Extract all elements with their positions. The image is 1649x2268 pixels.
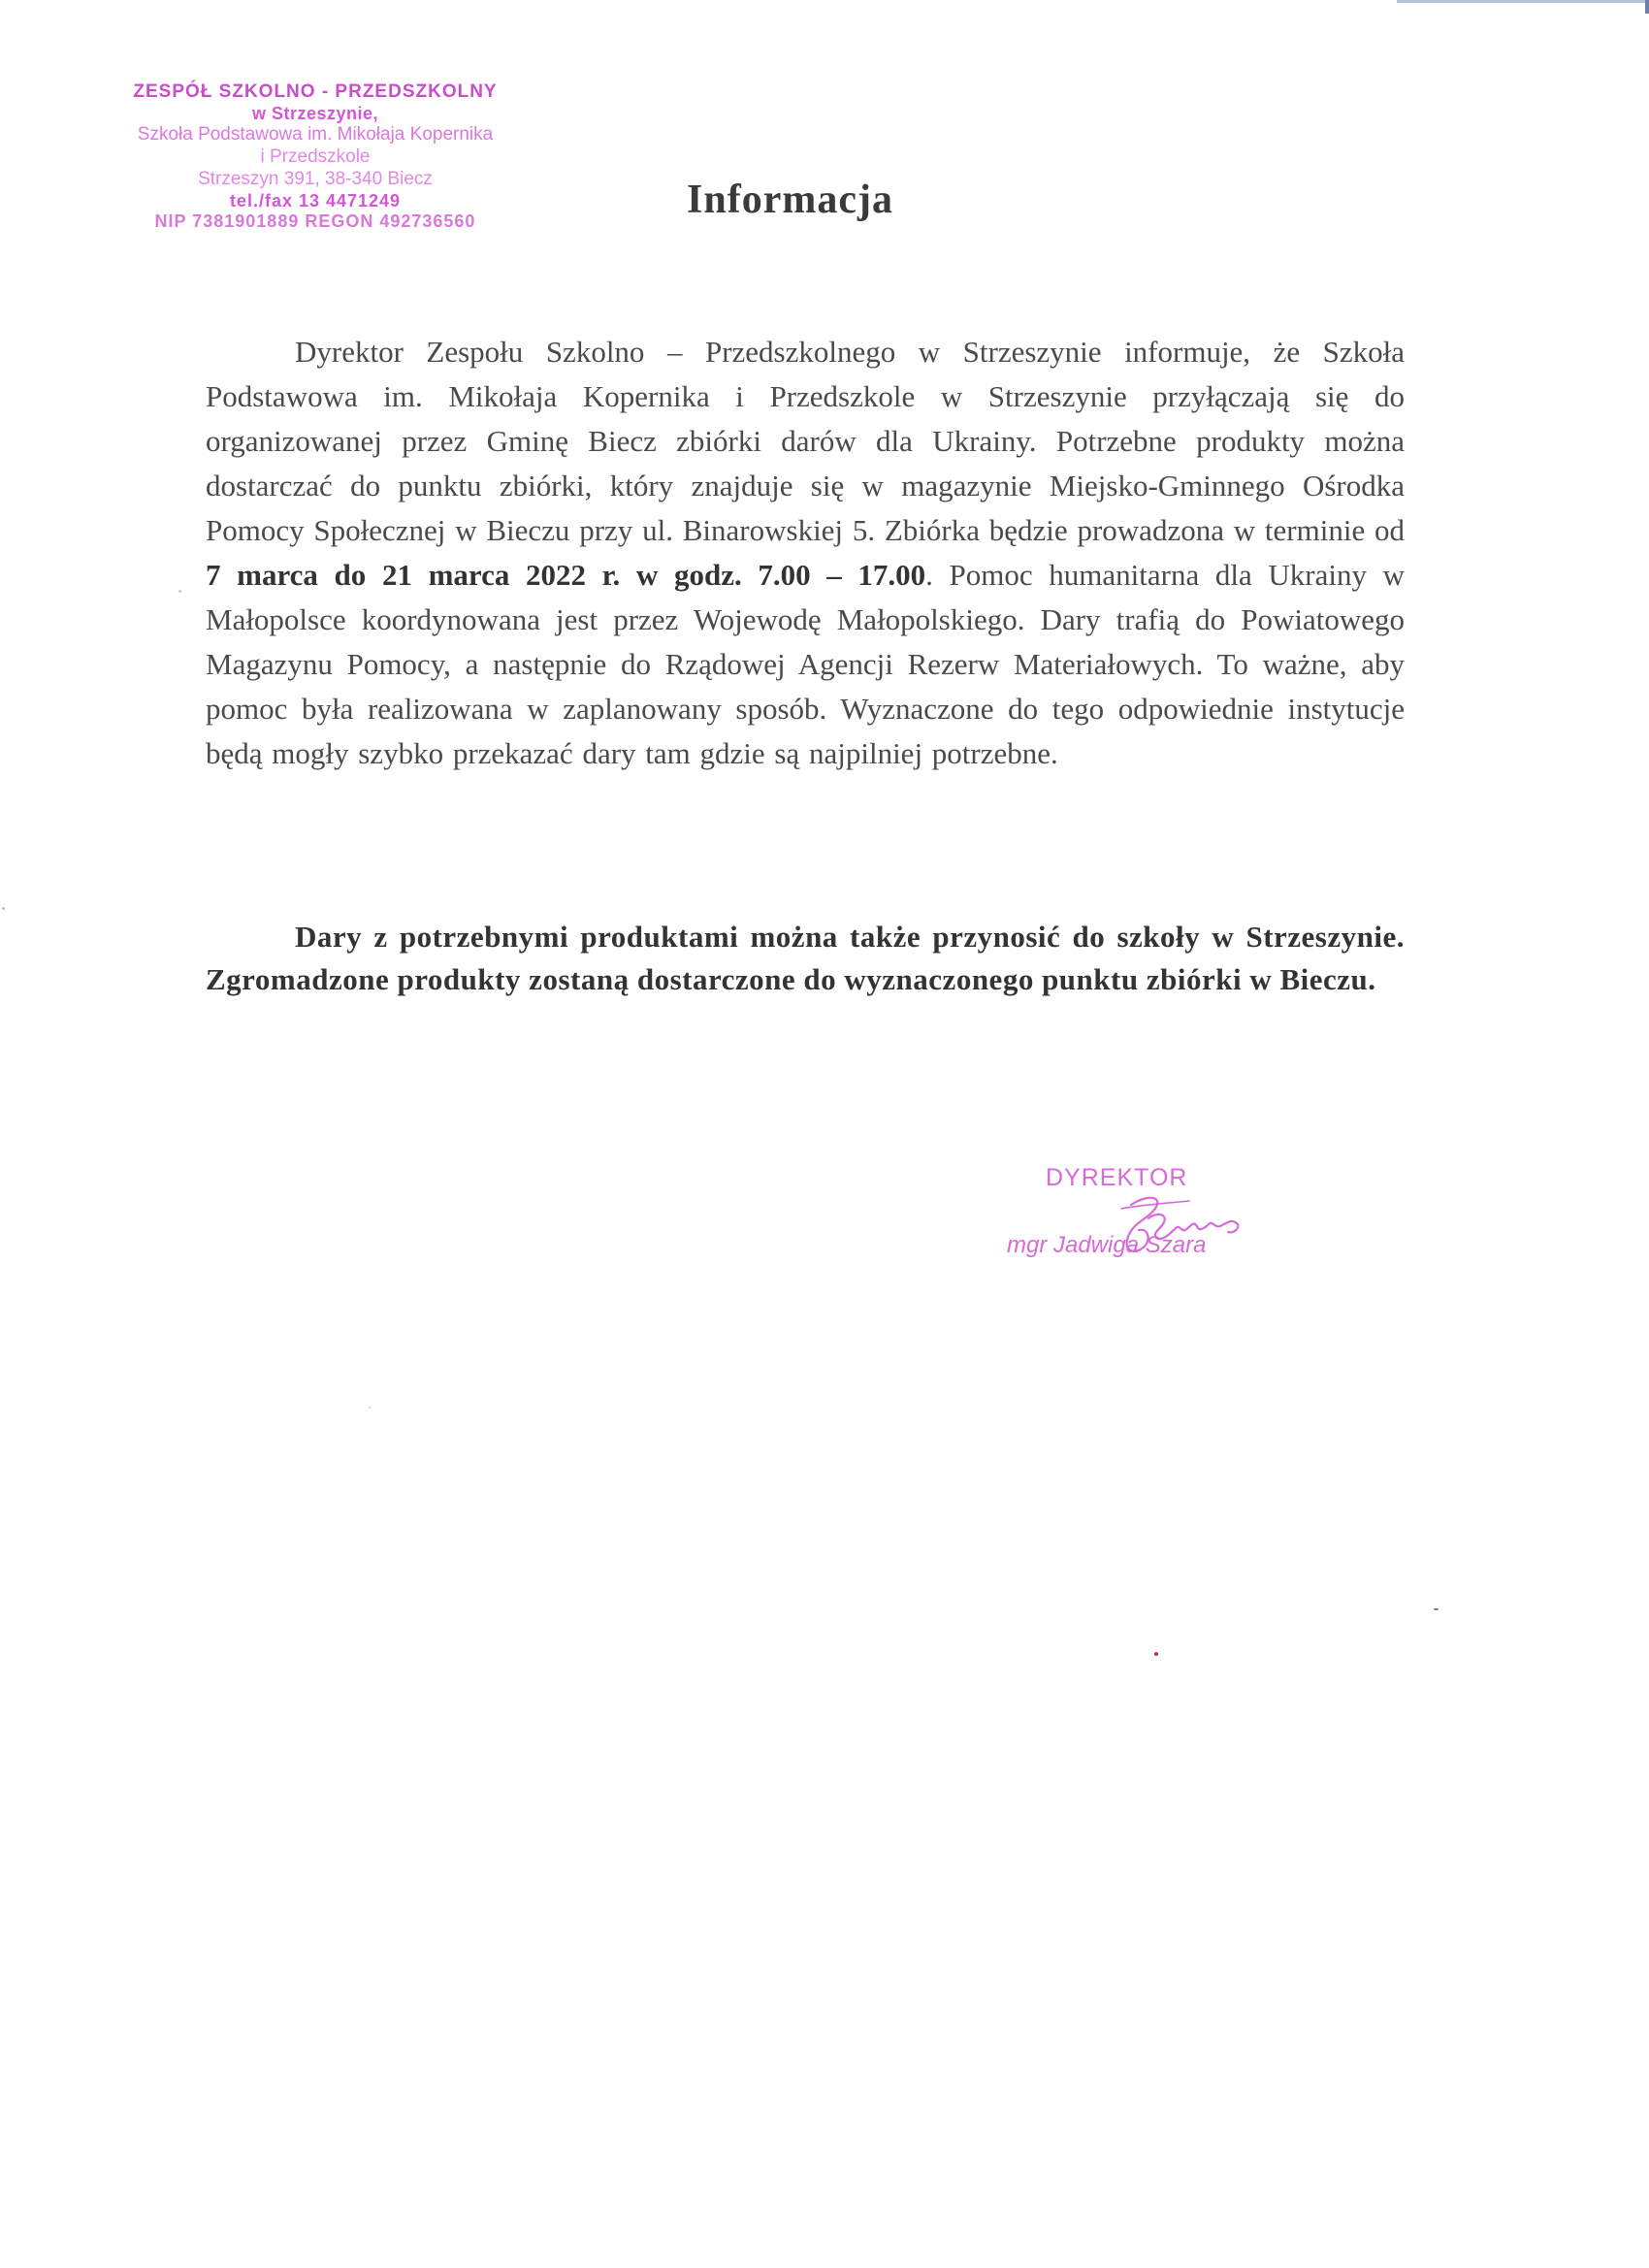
scan-speck	[2, 907, 5, 910]
paragraph-2: Dary z potrzebnymi produktami można także przynosić do szkoły w Strzeszynie. Zgromadzone produkty zostaną dostarczone do wyznaczonego punktu zbiórki w Bieczu.	[206, 920, 1405, 996]
signature-name: mgr Jadwiga Szara	[1007, 1232, 1207, 1258]
stamp-line-3: Szkoła Podstawowa im. Mikołaja Kopernika	[137, 124, 494, 146]
paragraph-1	[206, 330, 1405, 776]
school-stamp	[92, 81, 538, 233]
stamp-line-6: tel./fax 13 4471249	[229, 190, 402, 211]
stamp-line-5: Strzeszyn 391, 38-340 Biecz	[198, 168, 433, 189]
scan-speck	[1434, 1608, 1439, 1610]
stamp-line-4: i Przedszkole	[260, 146, 371, 168]
scan-speck	[178, 590, 181, 593]
scan-speck	[369, 1407, 372, 1409]
signature-title: DYREKTOR	[1046, 1164, 1188, 1191]
stamp-line-2: w Strzeszynie,	[251, 103, 379, 123]
paragraph-1-text-a: Dyrektor Zespołu Szkolno – Przedszkolnego w Strzeszynie informuje, że Szkoła Podstawowa im. Mikołaja Kopernika i Przedszkole w Strzeszynie przyłączają się do organizowanej przez Gminę Biecz zbiórki darów dla Ukrainy. Potrzebne produkty można dostarczać do punktu zbiórki, który znajduje się w magazynie Miejsko-Gminnego Ośrodka Pomocy Społecznej w Bieczu przy ul. Binarowskiej 5. Zbiórka będzie prowadzona w terminie od	[206, 335, 1405, 547]
scan-speck	[1154, 1652, 1158, 1656]
scan-edge-mark	[1397, 0, 1649, 3]
paragraph-1-text-b: . Pomoc humanitarna dla Ukrainy w Małopolsce koordynowana jest przez Wojewodę Małopolskiego. Dary trafią do Powiatowego Magazynu Pomocy, a następnie do Rządowej Agencji Rezerw Materiałowych. To ważne, aby pomoc była realizowana w zaplanowany sposób. Wyznaczone do tego odpowiednie instytucje będą mogły szybko przekazać dary tam gdzie są najpilniej potrzebne.	[206, 558, 1405, 770]
document-title: Informacja	[687, 178, 893, 222]
stamp-line-1: ZESPÓŁ SZKOLNO - PRZEDSZKOLNY	[133, 81, 498, 102]
stamp-line-7: NIP 7381901889 REGON 492736560	[154, 211, 476, 232]
scan-edge-corner	[1645, 0, 1649, 14]
paragraph-1-dates: 7 marca do 21 marca 2022 r. w godz. 7.00 – 17.00	[206, 558, 926, 592]
